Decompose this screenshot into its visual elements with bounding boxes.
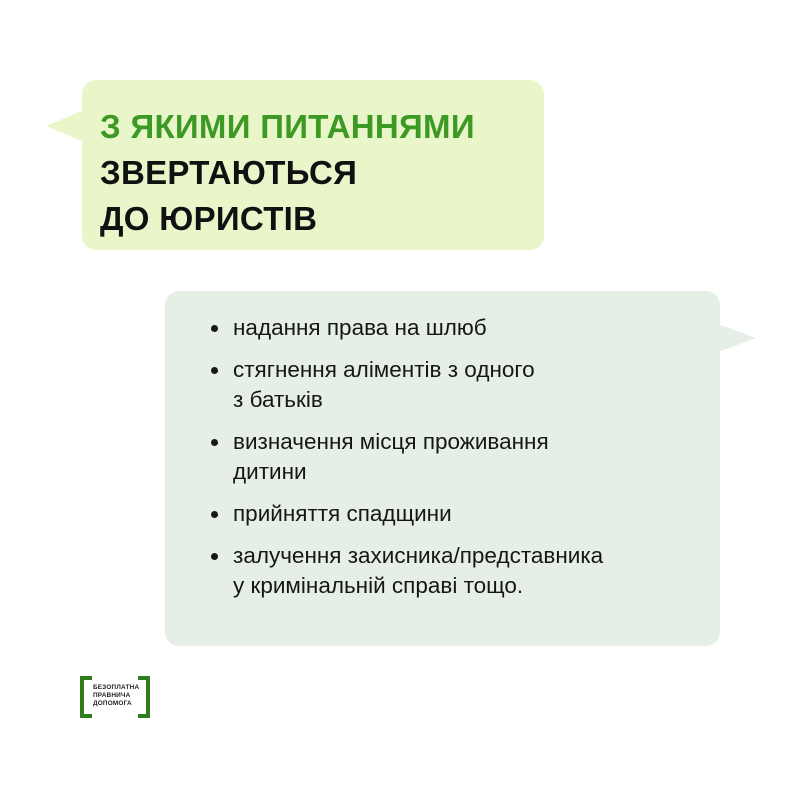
legal-aid-logo	[80, 676, 150, 718]
list-item-text: надання права на шлюб	[233, 315, 487, 340]
list-item	[211, 355, 720, 415]
list-item-text: стягнення аліментів з одного з батьків	[233, 357, 535, 412]
heading-line-1: З ЯКИМИ ПИТАННЯМИ	[100, 108, 475, 145]
logo-left-bracket-icon	[80, 676, 92, 718]
topics-list	[211, 313, 720, 601]
list-item	[211, 499, 720, 529]
logo-text	[93, 684, 139, 708]
heading-bubble-tail	[46, 110, 84, 142]
logo-line-1: БЕЗОПЛАТНА	[93, 684, 140, 691]
list-item	[211, 313, 720, 343]
logo-line-2: ПРАВНИЧА	[93, 692, 131, 699]
list-item-text: прийняття спадщини	[233, 501, 452, 526]
list-item	[211, 541, 720, 601]
list-item-text: визначення місця проживання дитини	[233, 429, 549, 484]
bullet-icon	[211, 553, 218, 560]
bullet-icon	[211, 325, 218, 332]
list-item-text: залучення захисника/представника у кримінальній справі тощо.	[233, 543, 604, 598]
list-item	[211, 427, 720, 487]
logo-line-3: ДОПОМОГА	[93, 700, 132, 707]
topics-bubble-tail	[718, 324, 756, 352]
bullet-icon	[211, 511, 218, 518]
topics-bubble	[165, 291, 720, 646]
heading-bubble	[82, 80, 544, 250]
heading-line-2: ЗВЕРТАЮТЬСЯ	[100, 154, 358, 191]
logo-right-bracket-icon	[138, 676, 150, 718]
bullet-icon	[211, 367, 218, 374]
heading-line-3: ДО ЮРИСТІВ	[100, 200, 318, 237]
bullet-icon	[211, 439, 218, 446]
